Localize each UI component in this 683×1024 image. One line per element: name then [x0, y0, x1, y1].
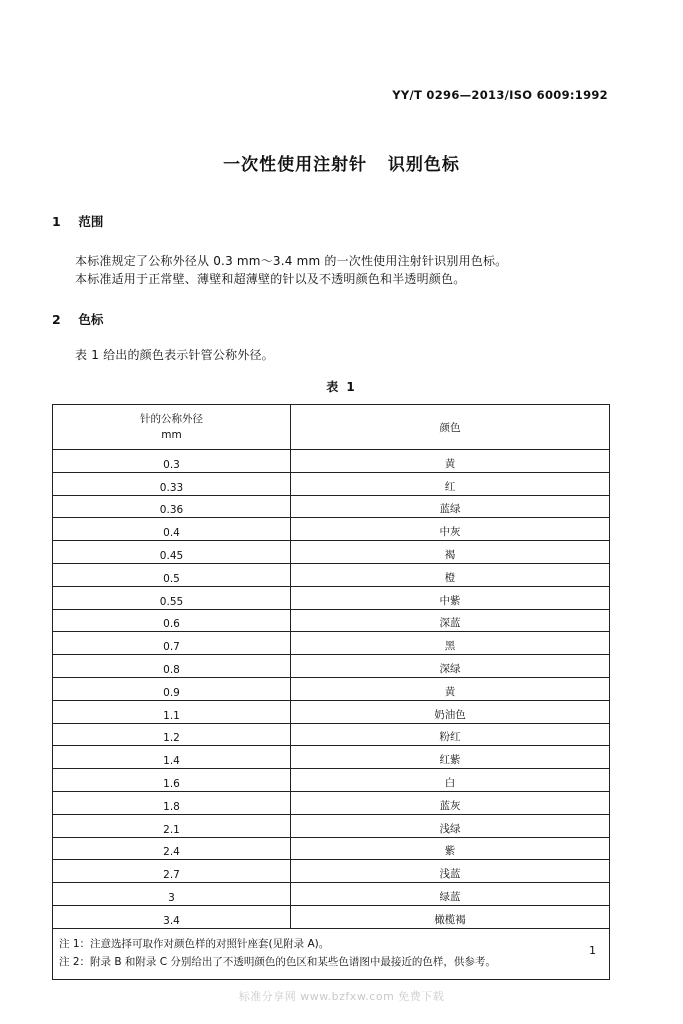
table-row — [53, 541, 610, 564]
diameter-cell: 2.7 — [53, 860, 291, 883]
color-cell: 褐 — [291, 541, 610, 564]
table-caption: 表 1 — [326, 380, 357, 394]
table-note: 注 2：附录 B 和附录 C 分别给出了不透明颜色的色区和某些色谱图中最接近的色样，供参考。 — [59, 955, 496, 968]
paragraph: 表 1 给出的颜色表示针管公称外径。 — [75, 348, 274, 362]
color-cell: 深蓝 — [291, 609, 610, 632]
table-row — [53, 837, 610, 860]
diameter-cell: 1.2 — [53, 723, 291, 746]
table-row — [53, 769, 610, 792]
color-cell: 蓝灰 — [291, 791, 610, 814]
color-cell: 紫 — [291, 837, 610, 860]
table-row — [53, 677, 610, 700]
color-code-table — [52, 404, 610, 980]
diameter-cell: 2.1 — [53, 814, 291, 837]
diameter-cell: 0.8 — [53, 655, 291, 678]
diameter-cell: 0.4 — [53, 518, 291, 541]
page-title: 一次性使用注射针 识别色标 — [223, 155, 460, 175]
section-title: 范围 — [78, 214, 104, 229]
doc-code: YY/T 0296—2013/ISO 6009:1992 — [392, 88, 608, 102]
table-row — [53, 905, 610, 928]
table-row — [53, 655, 610, 678]
color-cell: 橙 — [291, 563, 610, 586]
color-cell: 奶油色 — [291, 700, 610, 723]
color-cell: 黑 — [291, 632, 610, 655]
color-cell: 深绿 — [291, 655, 610, 678]
table-row — [53, 860, 610, 883]
table-row — [53, 700, 610, 723]
color-cell: 橄榄褐 — [291, 905, 610, 928]
diameter-cell: 0.55 — [53, 586, 291, 609]
color-cell: 白 — [291, 769, 610, 792]
table-row — [53, 472, 610, 495]
section-number: 1 — [52, 214, 61, 229]
diameter-cell: 0.45 — [53, 541, 291, 564]
table-row — [53, 723, 610, 746]
color-cell: 红 — [291, 472, 610, 495]
color-cell: 中灰 — [291, 518, 610, 541]
color-cell: 粉红 — [291, 723, 610, 746]
table-row — [53, 495, 610, 518]
color-cell: 黄 — [291, 450, 610, 473]
diameter-cell: 0.36 — [53, 495, 291, 518]
diameter-cell: 3 — [53, 883, 291, 906]
section-heading-scope — [52, 212, 103, 230]
table-row — [53, 586, 610, 609]
diameter-cell: 1.8 — [53, 791, 291, 814]
table-row — [53, 746, 610, 769]
section-number: 2 — [52, 312, 61, 327]
table-notes — [53, 928, 610, 979]
diameter-cell: 3.4 — [53, 905, 291, 928]
header-diameter — [53, 405, 291, 450]
color-cell: 绿蓝 — [291, 883, 610, 906]
table-notes-row — [53, 928, 610, 979]
table-row — [53, 563, 610, 586]
color-cell: 浅绿 — [291, 814, 610, 837]
watermark: 标准分享网 www.bzfxw.com 免费下载 — [238, 990, 445, 1003]
diameter-cell: 0.5 — [53, 563, 291, 586]
color-cell: 红紫 — [291, 746, 610, 769]
section-title: 色标 — [78, 312, 104, 327]
table-row — [53, 518, 610, 541]
color-cell: 蓝绿 — [291, 495, 610, 518]
header-color: 颜色 — [291, 405, 610, 450]
paragraph: 本标准适用于正常壁、薄壁和超薄壁的针以及不透明颜色和半透明颜色。 — [75, 272, 466, 286]
paragraph: 本标准规定了公称外径从 0.3 mm～3.4 mm 的一次性使用注射针识别用色标。 — [75, 254, 508, 268]
table-row — [53, 609, 610, 632]
diameter-cell: 0.7 — [53, 632, 291, 655]
section-heading-color-code — [52, 310, 103, 328]
table-row — [53, 791, 610, 814]
diameter-cell: 1.4 — [53, 746, 291, 769]
table-note: 注 1：注意选择可取作对颜色样的对照针座套(见附录 A)。 — [59, 937, 330, 950]
diameter-cell: 1.1 — [53, 700, 291, 723]
diameter-cell: 0.9 — [53, 677, 291, 700]
diameter-cell: 0.6 — [53, 609, 291, 632]
table-row — [53, 632, 610, 655]
diameter-cell: 0.3 — [53, 450, 291, 473]
diameter-cell: 0.33 — [53, 472, 291, 495]
diameter-cell: 2.4 — [53, 837, 291, 860]
table-row — [53, 814, 610, 837]
header-diameter-unit: mm — [161, 429, 182, 441]
color-cell: 浅蓝 — [291, 860, 610, 883]
diameter-cell: 1.6 — [53, 769, 291, 792]
page-number: 1 — [589, 944, 596, 957]
header-diameter-label: 针的公称外径 — [140, 413, 203, 425]
table-header-row — [53, 405, 610, 450]
color-cell: 中紫 — [291, 586, 610, 609]
table-row — [53, 883, 610, 906]
table-row — [53, 450, 610, 473]
color-cell: 黄 — [291, 677, 610, 700]
